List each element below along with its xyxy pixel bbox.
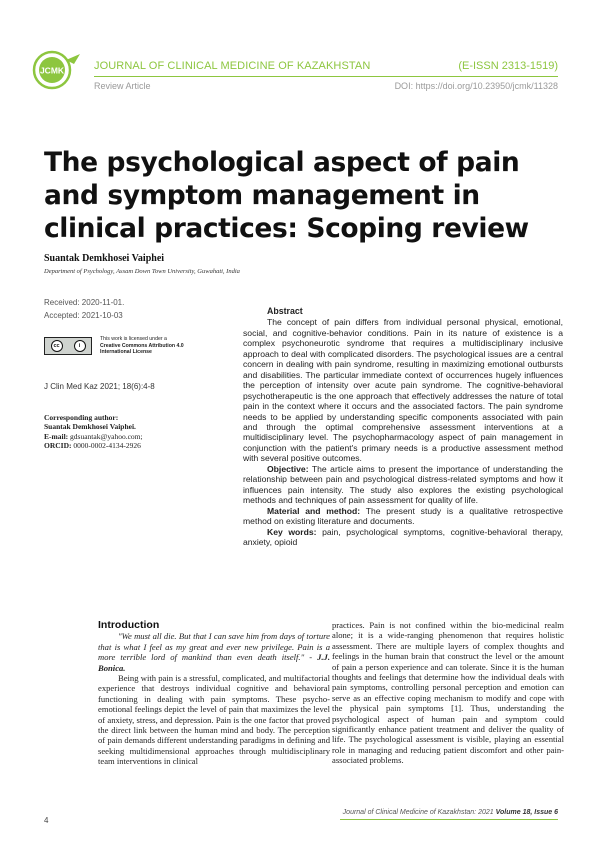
issn: (E-ISSN 2313-1519) [458, 60, 558, 72]
footer-journal: Journal of Clinical Medicine of Kazakhstan: 2021 Volume 18, Issue 6 [342, 809, 558, 816]
license-line-3: International License [100, 349, 152, 355]
page-header [0, 0, 600, 100]
article-info-sidebar [44, 296, 216, 451]
journal-name: JOURNAL OF CLINICAL MEDICINE OF KAZAKHSTAN [94, 60, 371, 72]
page-number: 4 [44, 816, 49, 825]
header-rule [94, 76, 558, 77]
citation: J Clin Med Kaz 2021; 18(6):4-8 [44, 381, 155, 391]
abstract-objective: Objective: The article aims to present the importance of understanding the relationship between pain and psychological distress-related symptoms and how it influences pain intensity. The study also explores the existing psychological methods and techniques of pain assessment for quality of life. [243, 463, 563, 506]
license-text [100, 336, 184, 356]
logo-text: JCMK [39, 65, 65, 76]
license-line-1: This work is licensed under a [100, 336, 167, 342]
author-affiliation: Department of Psychology, Assam Down Town University, Guwahati, India [44, 268, 240, 275]
email-label: E-mail: [44, 431, 69, 441]
abstract-section [243, 306, 563, 547]
cc-by-badge-icon: cc i [44, 337, 92, 355]
corresp-name: Suantak Demkhosei Vaiphei. [44, 422, 136, 431]
intro-paragraph-2: practices. Pain is not confined within the bio-medicinal realm alone; it is a wide-ranging phenomenon that requires holistic assessment. There are multiple layers of complex thoughts and feelings in the human brain that construct the level or the amount of pain a person experience and can tolerate. Since it is the human thoughts and feelings that determine how the individual deals with pain symptoms, controlling personal perception and emotion can serve as an effective coping mechanism to modify and cope with the physical pain symptoms [1]. Thus, understanding the psychological aspect of human pain and symptom could significantly enhance patient treatment and deliver the quality of life. The psychological assessment is visible, playing an essential role in managing and reducing patient discomfort and other pain-associated problems. [332, 620, 564, 766]
orcid-label: ORCID: [44, 441, 72, 450]
corresponding-author [44, 413, 216, 451]
orcid-link[interactable]: 0000-0002-4134-2926 [73, 441, 141, 450]
received-date: Received: 2020-11-01. [44, 298, 125, 307]
article-title: The psychological aspect of pain and symptom management in clinical practices: Scoping review [44, 147, 529, 244]
body-column-left [98, 620, 330, 767]
footer-rule [340, 819, 558, 820]
abstract-heading: Abstract [267, 306, 303, 316]
body-column-right [332, 620, 564, 767]
author-name: Suantak Demkhosei Vaiphei [44, 253, 165, 264]
intro-paragraph-1: Being with pain is a stressful, complicated, and multifactorial experience that destroys individual cognitive and behavioral functioning in dealing with pain symptoms. These psycho-emotional feelings depict the level of pain that maximizes the level of anxiety, stress, and depression. Pain is the one factor that proved the direct link between the human mind and body. The perception of pain demands different understanding paradigms in defining and seeking multidimensional approaches through multidisciplinary team interventions in clinical [98, 673, 330, 767]
accepted-date: Accepted: 2021-10-03 [44, 311, 123, 320]
abstract-method: Material and method: The present study is a qualitative retrospective method on existing literature and documents. [243, 505, 563, 527]
quote-author: J.J. Bonica. [98, 652, 330, 673]
abstract-keywords: Key words: pain, psychological symptoms, cognitive-behavioral therapy, anxiety, opioid [243, 526, 563, 547]
footer-volume-issue: Volume 18, Issue 6 [495, 809, 558, 816]
page-footer [0, 805, 600, 835]
epigraph-quote: "We must all die. But that I can save him from days of torture that is what I feel as my great and ever new privilege. Pain is a more terrible lord of mankind than even death itself." - J.J. Bonica. [98, 631, 330, 673]
corresp-label: Corresponding author: [44, 412, 119, 422]
doi-link[interactable]: DOI: https://doi.org/10.23950/jcmk/11328 [394, 81, 558, 91]
article-dates [44, 296, 216, 322]
journal-logo [30, 50, 84, 90]
abstract-body: The concept of pain differs from individual personal physical, emotional, social, and cognitive-behavior conditions. Pain in its nature of existence is a complex psychoneurotic syndrome that requires a multidisciplinary inclusive approach to deal with complicated disorders. The psychological issues are a central concern in dealing with pain syndrome, resulting in maximizing emotional outbursts and disabilities. The particular immediate context of occurrences hugely influences the perception of intensity over acute pain syndrome. The cognitive-behavioral psychotherapeutic is the one approach that effectively addresses the nature of total pain in the context where it occurs and the associated factors. The pain syndrome needs to be applied by understanding specific components associated with pain and through the optimal comprehensive assessment interventions at a multidisciplinary level. The psychopharmacology aspect of pain management in conjunction with the patient's primary needs is a productive assessment method with several positive outcomes. [243, 317, 563, 464]
article-type: Review Article [94, 81, 151, 91]
introduction-heading: Introduction [98, 619, 160, 631]
license-line-2: Creative Commons Attribution 4.0 [100, 342, 184, 349]
article-body [98, 620, 564, 767]
email-link[interactable]: gdsuantak@yahoo.com; [70, 431, 143, 441]
license-block[interactable] [44, 336, 216, 356]
